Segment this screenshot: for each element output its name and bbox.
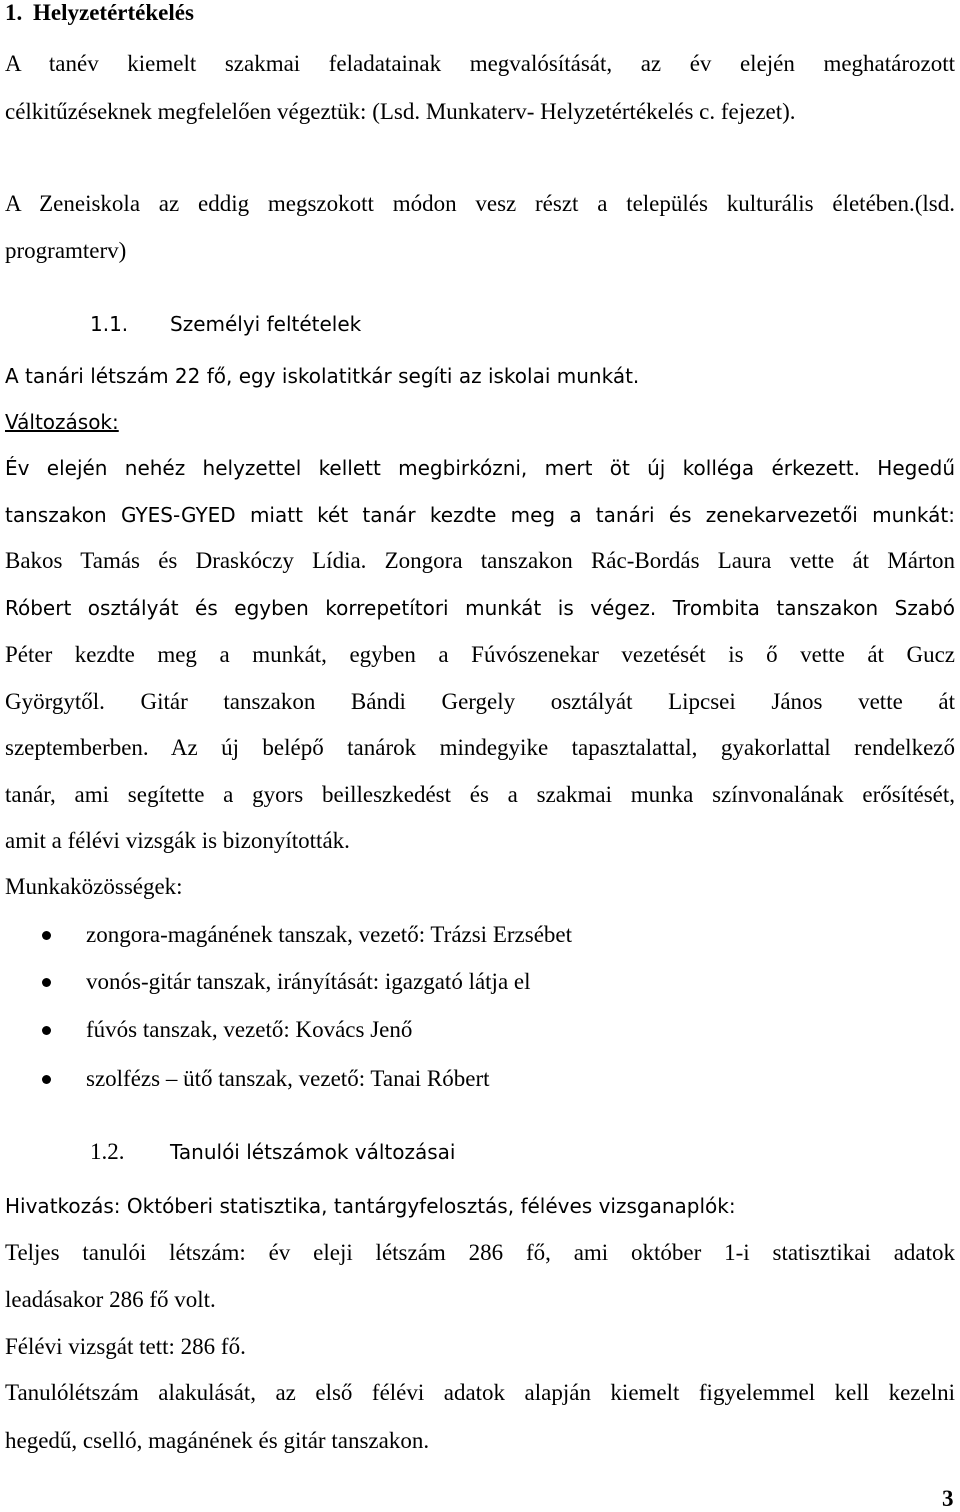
changes-line-3: Bakos Tamás és Draskóczy Lídia. Zongora tanszakon Rác-Bordás Laura vette át Márton <box>5 548 955 573</box>
bullet-icon <box>42 1026 51 1035</box>
intro-line-4: programterv) <box>5 238 127 263</box>
changes-label: Változások: <box>5 410 119 434</box>
list-item: vonós-gitár tanszak, irányítását: igazgató látja el <box>86 969 531 994</box>
communities-label: Munkaközösségek: <box>5 874 183 899</box>
note-line-2: hegedű, cselló, magánének és gitár tanszakon. <box>5 1428 430 1453</box>
total-students-line-1: Teljes tanulói létszám: év eleji létszám 286 fő, ami október 1-i statisztikai adatok <box>5 1240 955 1265</box>
changes-line-1: Év elején nehéz helyzettel kellett megbirkózni, mert öt új kolléga érkezett. Hegedű <box>5 456 955 480</box>
reference-text: Hivatkozás: Októberi statisztika, tantárgyfelosztás, féléves vizsganaplók: <box>5 1194 736 1218</box>
staff-count-text: A tanári létszám 22 fő, egy iskolatitkár segíti az iskolai munkát. <box>5 364 640 388</box>
list-item: fúvós tanszak, vezető: Kovács Jenő <box>86 1017 413 1042</box>
exam-count-text: Félévi vizsgát tett: 286 fő. <box>5 1334 246 1359</box>
changes-line-4: Róbert osztályát és egyben korrepetítori munkát is végez. Trombita tanszakon Szabó <box>5 596 955 620</box>
heading-number: 1. <box>5 0 23 25</box>
total-students-line-2: leadásakor 286 fő volt. <box>5 1287 216 1312</box>
section-1-2-title: Tanulói létszámok változásai <box>170 1140 456 1164</box>
changes-line-2: tanszakon GYES-GYED miatt két tanár kezdte meg a tanári és zenekarvezetői munkát: <box>5 503 955 527</box>
changes-line-8: tanár, ami segítette a gyors beilleszkedést és a szakmai munka színvonalának erősítését, <box>5 782 955 807</box>
note-line-1: Tanulólétszám alakulását, az első félévi adatok alapján kiemelt figyelemmel kell kezelni <box>5 1380 955 1405</box>
changes-line-9: amit a félévi vizsgák is bizonyították. <box>5 828 350 853</box>
page-title: Helyzetértékelés <box>33 0 194 25</box>
section-1-1-number: 1.1. <box>90 312 129 336</box>
section-1-2-number: 1.2. <box>90 1139 125 1164</box>
changes-line-5: Péter kezdte meg a munkát, egyben a Fúvószenekar vezetését is ő vette át Gucz <box>5 642 955 667</box>
section-1-1-title: Személyi feltételek <box>170 312 362 336</box>
bullet-icon <box>42 978 51 987</box>
intro-line-2: célkitűzéseknek megfelelően végeztük: (Lsd. Munkaterv- Helyzetértékelés c. fejezet). <box>5 99 796 124</box>
bullet-icon <box>42 931 51 940</box>
list-item: szolfézs – ütő tanszak, vezető: Tanai Róbert <box>86 1066 490 1091</box>
intro-line-1: A tanév kiemelt szakmai feladatainak megvalósítását, az év elején meghatározott <box>5 51 955 76</box>
intro-line-3: A Zeneiskola az eddig megszokott módon vesz részt a település kulturális életében.(lsd. <box>5 191 955 216</box>
page-number: 3 <box>942 1486 954 1511</box>
changes-line-7: szeptemberben. Az új belépő tanárok mindegyike tapasztalattal, gyakorlattal rendelkező <box>5 735 955 760</box>
bullet-icon <box>42 1075 51 1084</box>
list-item: zongora-magánének tanszak, vezető: Trázsi Erzsébet <box>86 922 572 947</box>
changes-line-6: Györgytől. Gitár tanszakon Bándi Gergely osztályát Lipcsei János vette át <box>5 689 955 714</box>
